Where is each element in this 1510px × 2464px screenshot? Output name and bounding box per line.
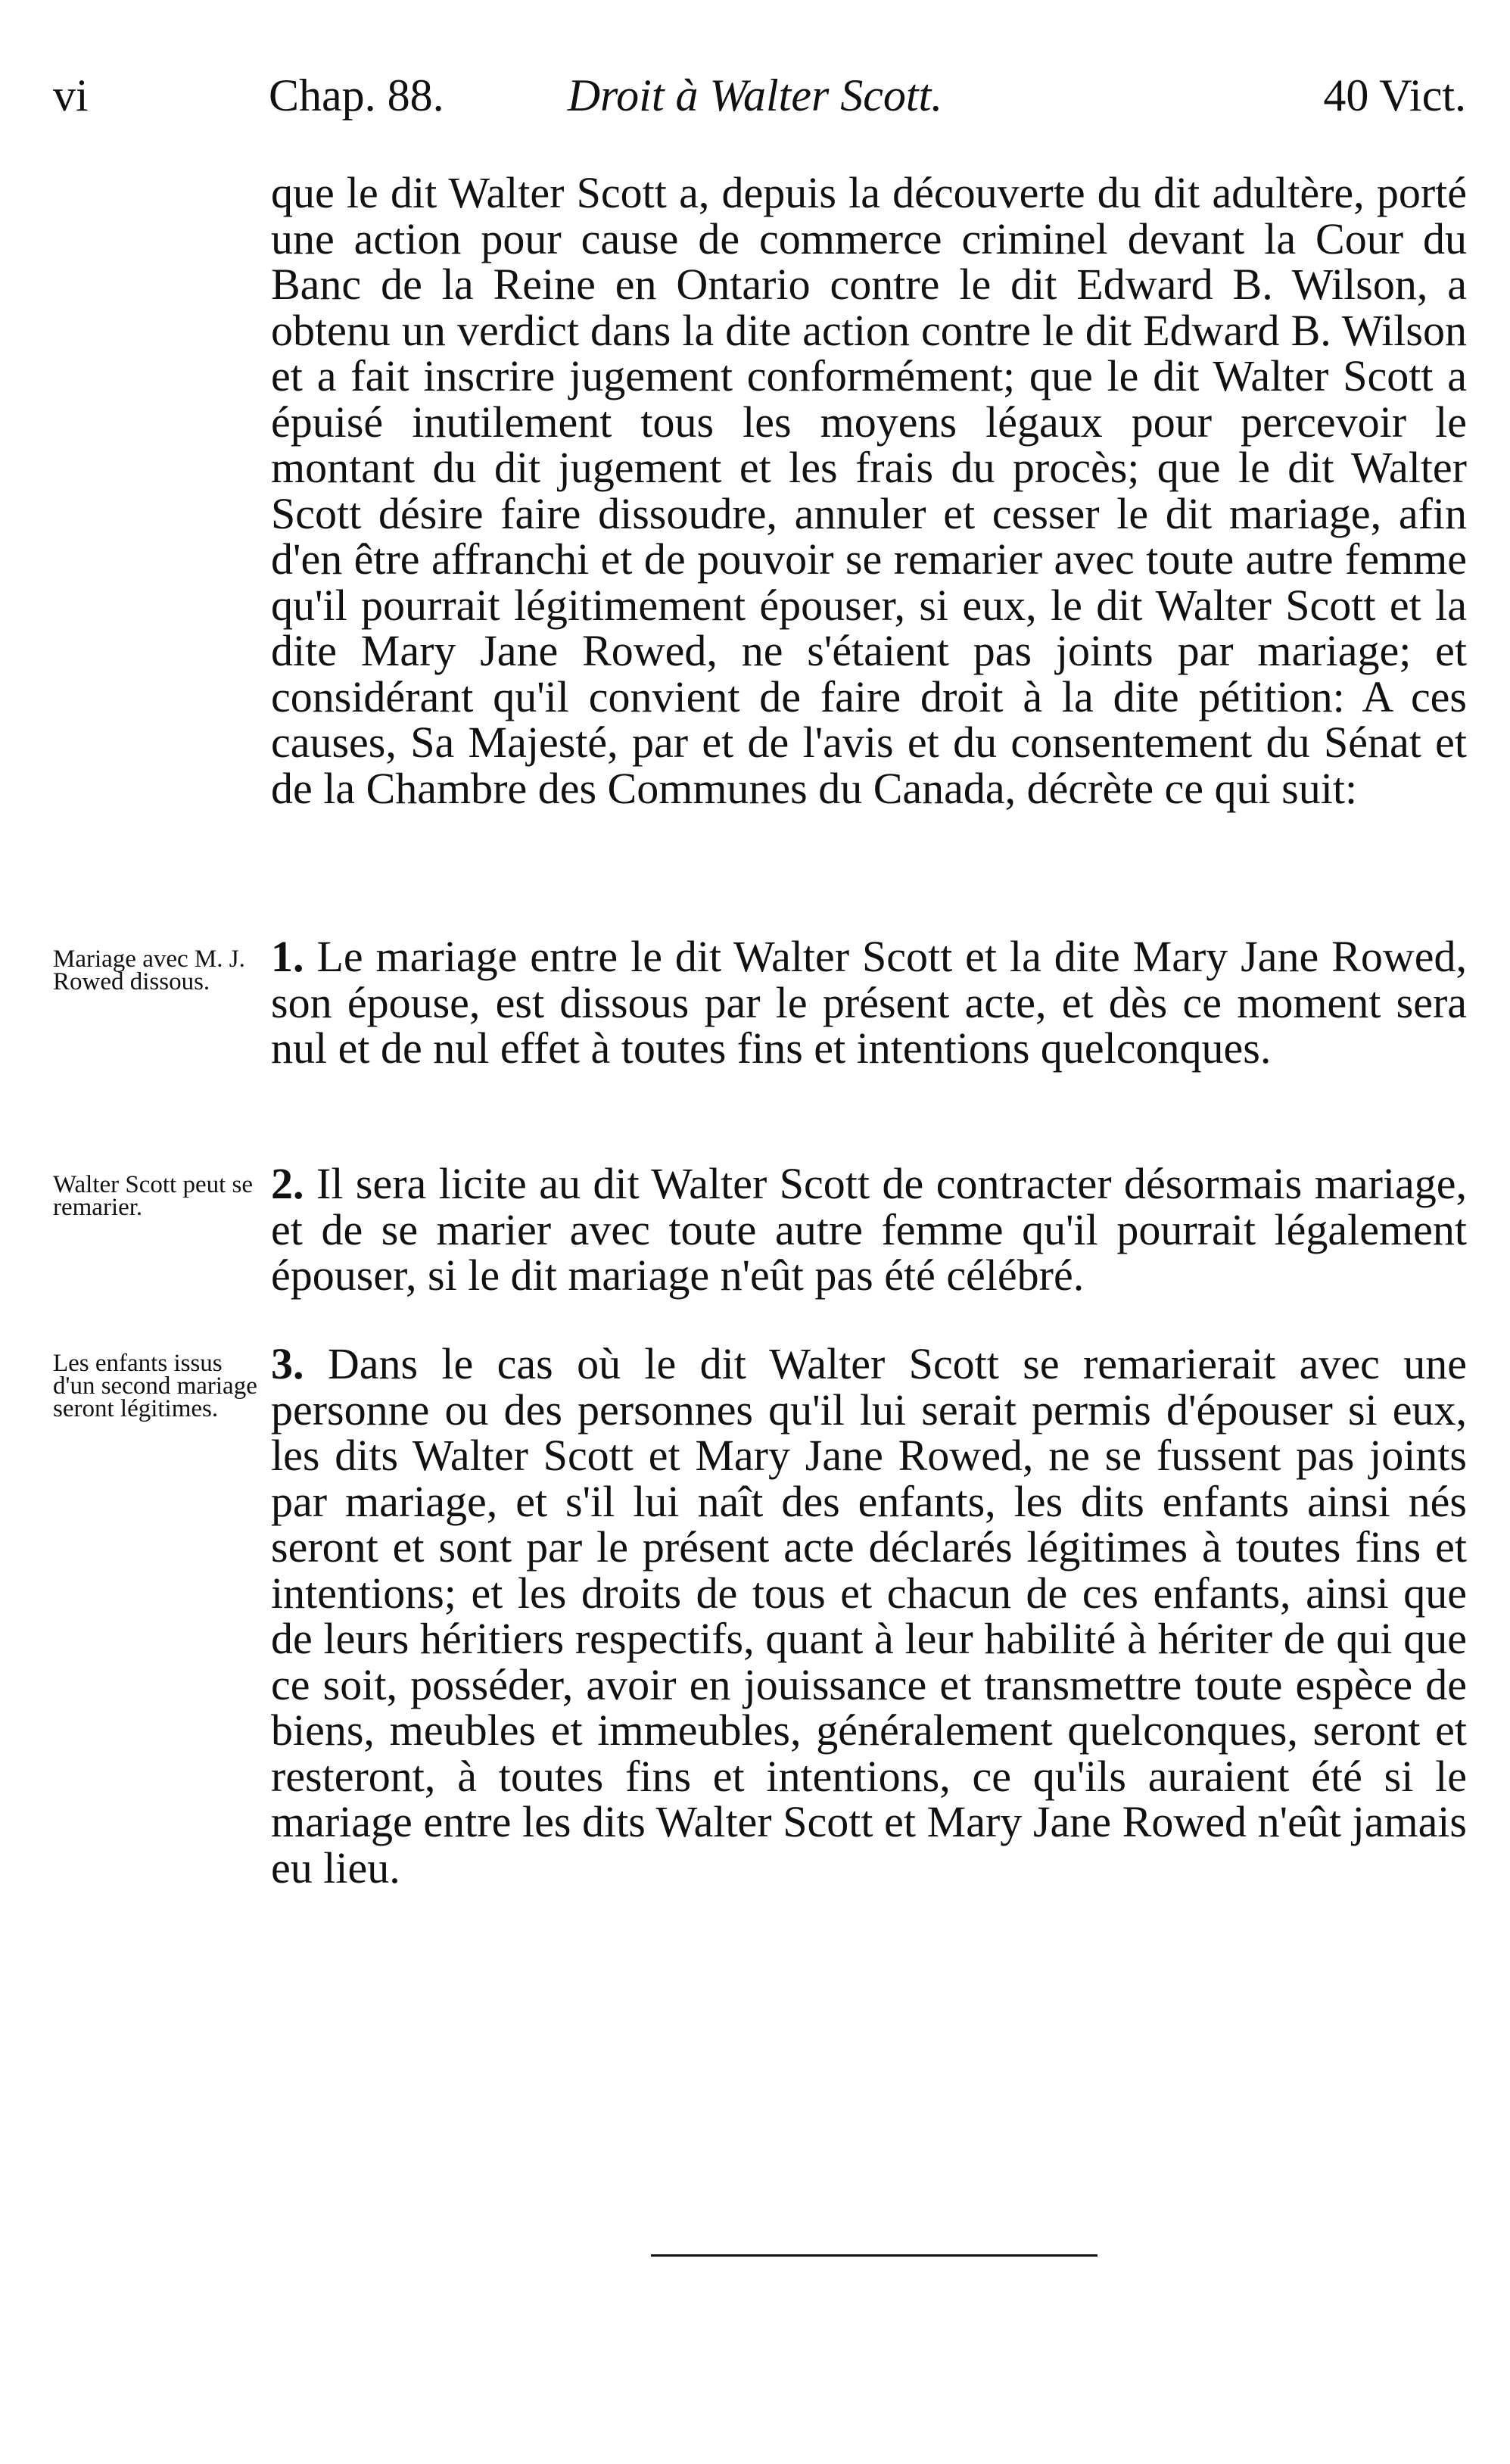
section-3 bbox=[271, 1341, 1467, 1891]
chapter-label: Chap. 88. bbox=[269, 70, 444, 120]
section-number: 2. bbox=[271, 1159, 304, 1208]
closing-rule bbox=[651, 2254, 1097, 2257]
section-2 bbox=[271, 1161, 1467, 1299]
margin-note-section-3: Les enfants issus d'un second mariage seront légitimes. bbox=[53, 1350, 257, 1422]
section-1 bbox=[271, 934, 1467, 1072]
running-title: Droit à Walter Scott. bbox=[567, 70, 943, 120]
preamble-paragraph: que le dit Walter Scott a, depuis la découverte du dit adultère, porté une action pour cause de commerce criminel devant la Cour du Banc de la Reine en Ontario contre le dit Edward B. Wilson, a obtenu un verdict dans la dite action contre le dit Edward B. Wilson et a fait inscrire jugement conformément; que le dit Walter Scott a épuisé inutilement tous les moyens légaux pour percevoir le montant du dit jugement et les frais du procès; que le dit Walter Scott désire faire dissoudre, annuler et cesser le dit mariage, afin d'en être affranchi et de pouvoir se remarier avec toute autre femme qu'il pourrait légitimement épouser, si eux, le dit Walter Scott et la dite Mary Jane Rowed, ne s'étaient pas joints par mariage; et considérant qu'il convient de faire droit à la dite pétition: A ces causes, Sa Majesté, par et de l'avis et du consentement du Sénat et de la Chambre des Communes du Canada, décrète ce qui suit: bbox=[271, 168, 1467, 813]
section-number: 3. bbox=[271, 1339, 304, 1388]
margin-note-section-1: Mariage avec M. J. Rowed dissous. bbox=[53, 945, 245, 995]
regnal-year: 40 Vict. bbox=[1323, 70, 1466, 120]
section-text: Il sera licite au dit Walter Scott de contracter désormais mariage, et de se marier avec toute autre femme qu'il pourrait légalement épouser, si le dit mariage n'eût pas été célébré. bbox=[271, 1159, 1467, 1300]
section-text: Le mariage entre le dit Walter Scott et la dite Mary Jane Rowed, son épouse, est dissous par le présent acte, et dès ce moment sera nul et de nul effet à toutes fins et intentions quelconques. bbox=[271, 932, 1467, 1073]
section-number: 1. bbox=[271, 932, 304, 981]
margin-note-section-2: Walter Scott peut se remarier. bbox=[53, 1171, 254, 1221]
section-text: Dans le cas où le dit Walter Scott se remarierait avec une personne ou des personnes qu'il lui serait permis d'épouser si eux, les dits Walter Scott et Mary Jane Rowed, ne se fussent pas joints par mariage, et s'il lui naît des enfants, les dits enfants ainsi nés seront et sont par le présent acte déclarés légitimes à toutes fins et intentions; et les droits de tous et chacun de ces enfants, ainsi que de leurs héritiers respectifs, quant à leur habilité à hériter de qui que ce soit, posséder, avoir en jouissance et transmettre toute espèce de biens, meubles et immeubles, généralement quelconques, seront et resteront, à toutes fins et intentions, ce qu'ils auraient été si le mariage entre les dits Walter Scott et Mary Jane Rowed n'eût jamais eu lieu. bbox=[271, 1339, 1468, 1892]
page-number: vi bbox=[53, 70, 89, 120]
